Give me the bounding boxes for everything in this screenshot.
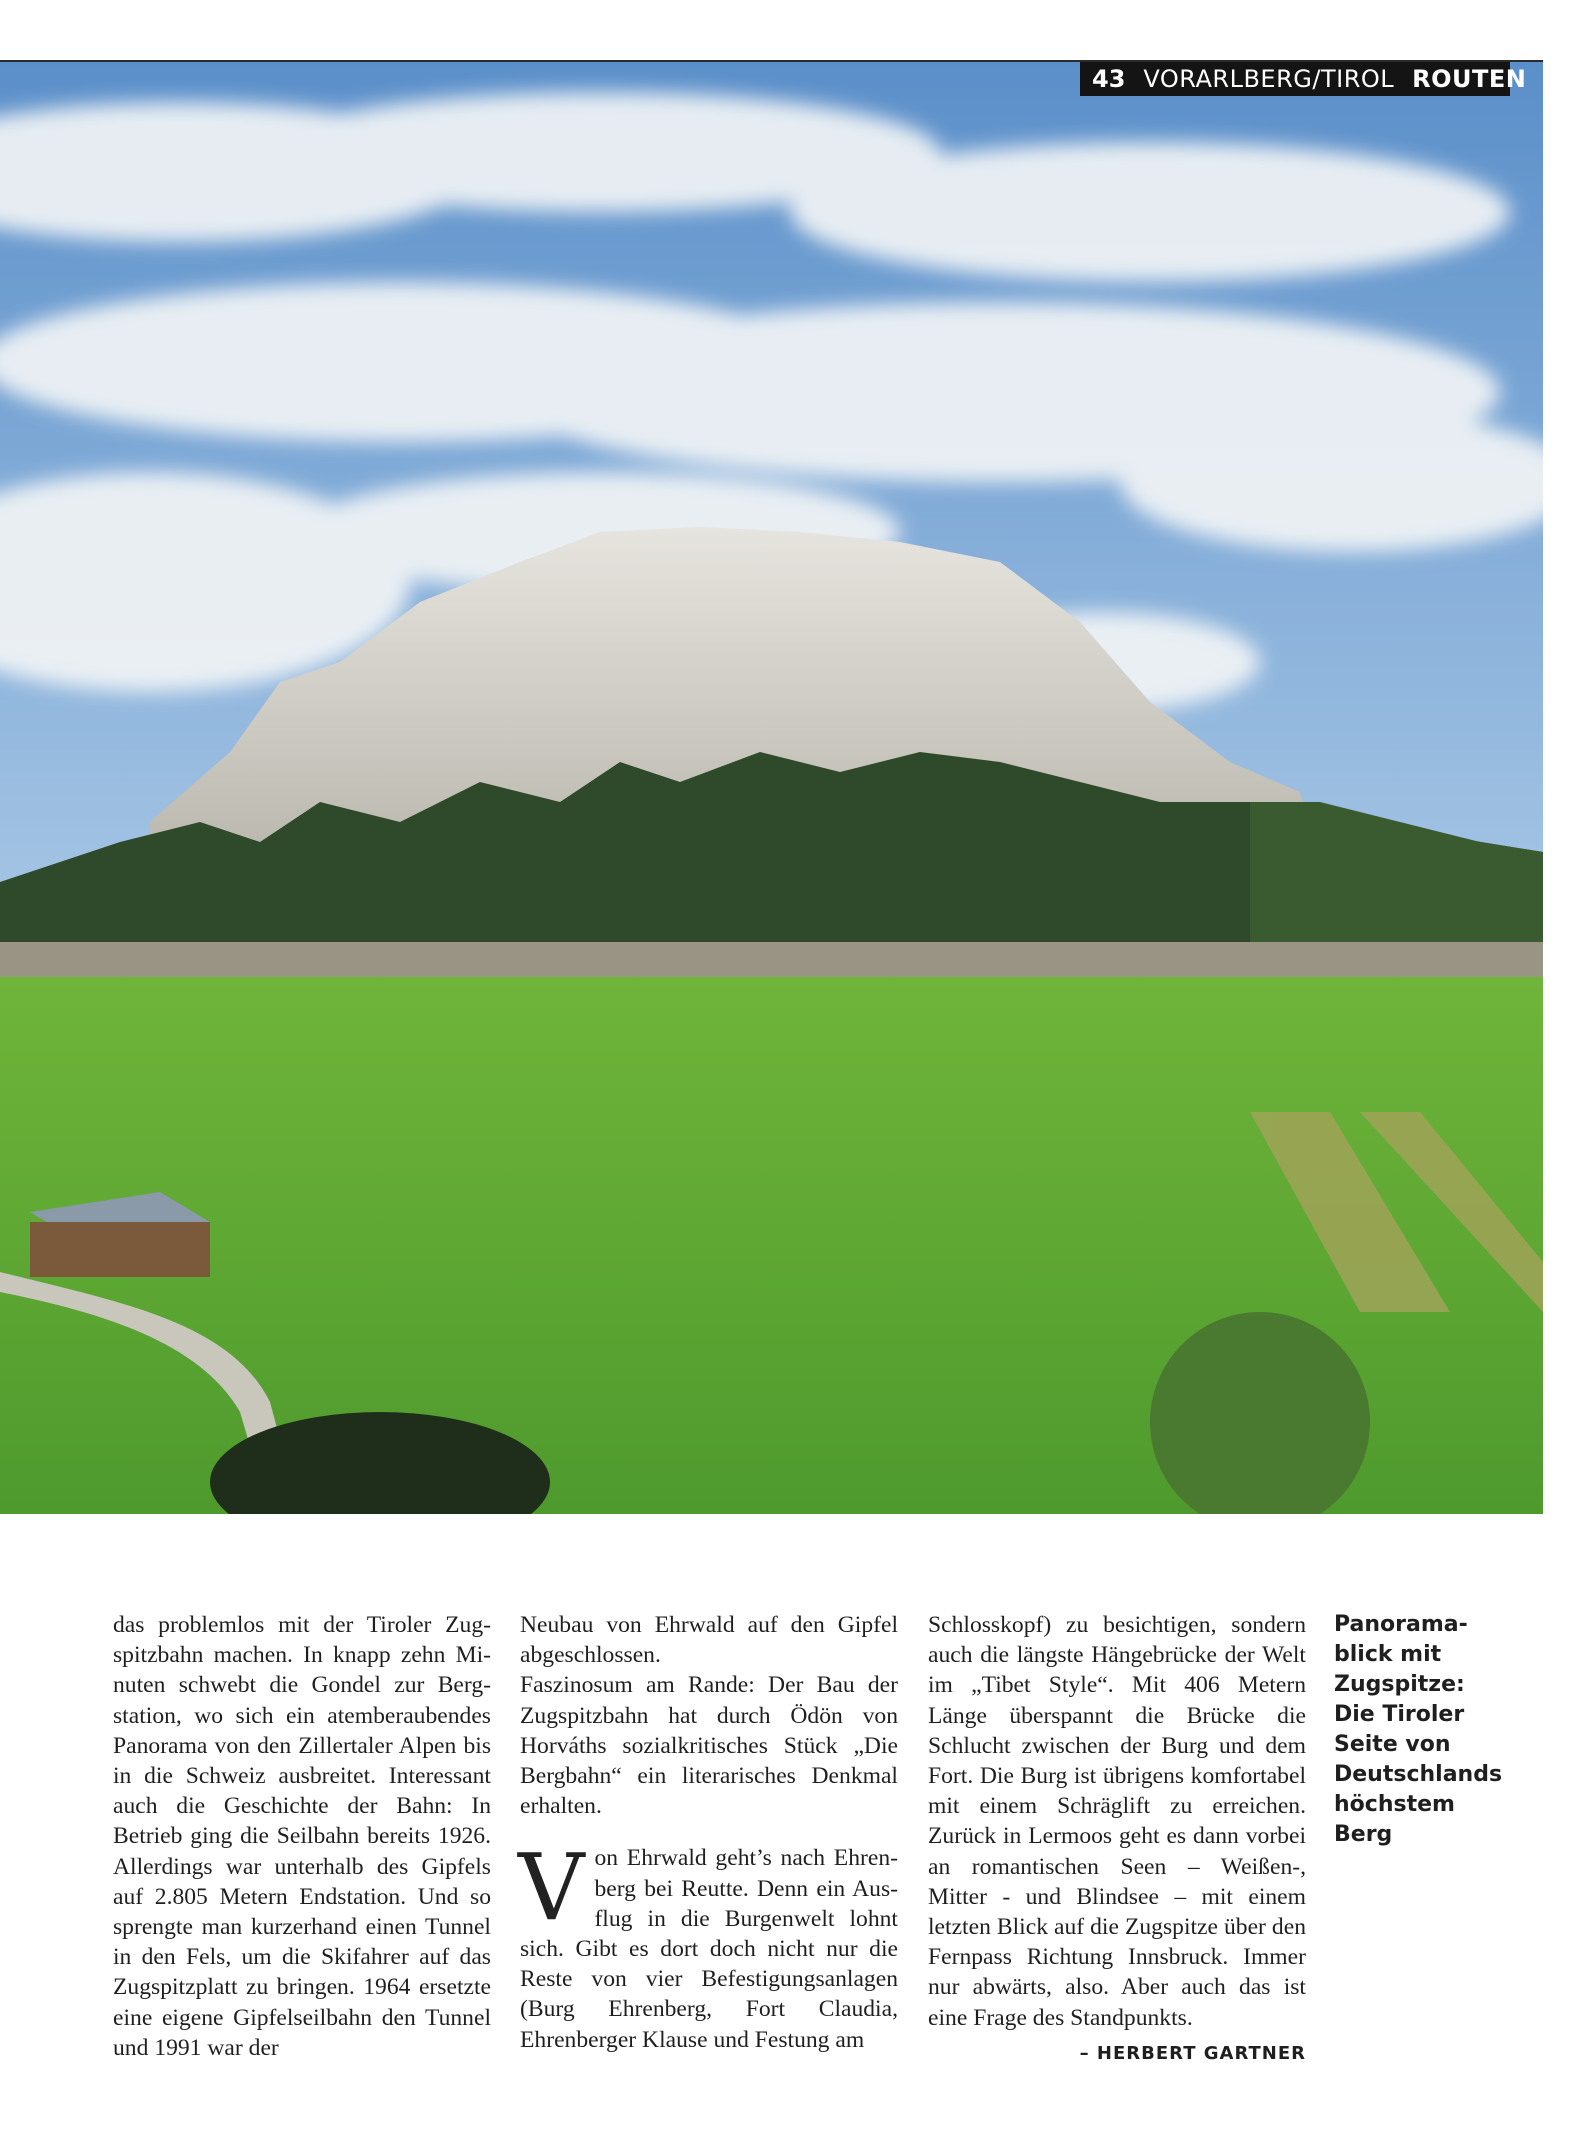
zugspitze-photo — [0, 62, 1543, 1514]
landscape-illustration — [0, 62, 1543, 1514]
page-number: 43 — [1092, 65, 1126, 93]
text-column-2 — [520, 1610, 898, 2055]
column-2-paragraph-1: Neubau von Ehrwald auf den Gipfel abgeschlossen. — [520, 1612, 898, 1669]
drop-cap: V — [518, 1834, 585, 1942]
column-2-paragraph-3-text: on Ehrwald geht’s nach Ehrenberg bei Reutte. Denn ein Ausflug in die Burgenwelt lohnt sich. Gibt es dort doch nicht nur die Reste von vier Befestigungsanlagen (Burg Ehrenberg, Fort Claudia, Ehrenberger Klause und Festung am — [520, 1845, 898, 2053]
text-column-3 — [928, 1610, 1306, 2069]
column-3-text: Schlosskopf) zu besichtigen, sondern auch die längste Hängebrücke der Welt im „Tibet Style“. Mit 406 Metern Länge überspannt die Brücke die Schlucht zwischen der Burg und dem Fort. Die Burg ist übrigens komfortabel mit einem Schräglift zu erreichen. Zurück in Lermoos geht es dann vorbei an romantischen Seen – Weißen-, Mitter - und Blindsee – mit einem letzten Blick auf die Zugspitze über den Fernpass Richtung Innsbruck. Immer nur abwärts, also. Aber auch das ist eine Frage des Standpunkts. — [928, 1612, 1306, 2031]
author-byline: – HERBERT GARTNER — [1079, 2042, 1306, 2064]
section-label: ROUTEN — [1412, 65, 1527, 93]
column-1-text: das problemlos mit der Tiroler Zugspitzbahn machen. In knapp zehn Minuten schwebt die Gondel zur Bergstation, wo sich ein atemberaubendes Panorama von den Zillertaler Alpen bis in die Schweiz ausbreitet. Interessant auch die Geschichte der Bahn: In Betrieb ging die Seilbahn bereits 1926. Allerdings war unterhalb des Gipfels auf 2.805 Metern Endstation. Und so sprengte man kurzerhand einen Tunnel in den Fels, um die Skifahrer auf das Zugspitzplatt zu bringen. 1964 ersetzte eine eigene Gipfelseilbahn den Tunnel und 1991 war der — [113, 1612, 491, 2061]
column-2-paragraph-2: Faszinosum am Rande: Der Bau der Zugspitzbahn hat durch Ödön von Horváths sozialkritisches Stück „Die Bergbahn“ ein literarisches Denkmal erhalten. — [520, 1672, 898, 1820]
village-strip — [0, 942, 1543, 982]
page-header-badge — [1080, 62, 1527, 96]
text-column-1 — [113, 1610, 491, 2063]
region-label: VORARLBERG/TIROL — [1143, 65, 1395, 93]
photo-caption: Panoramablick mit Zugspitze: Die Tiroler Seite von Deutschlands höchstem Berg — [1334, 1612, 1503, 1847]
column-2-paragraph-3 — [518, 1834, 898, 2054]
